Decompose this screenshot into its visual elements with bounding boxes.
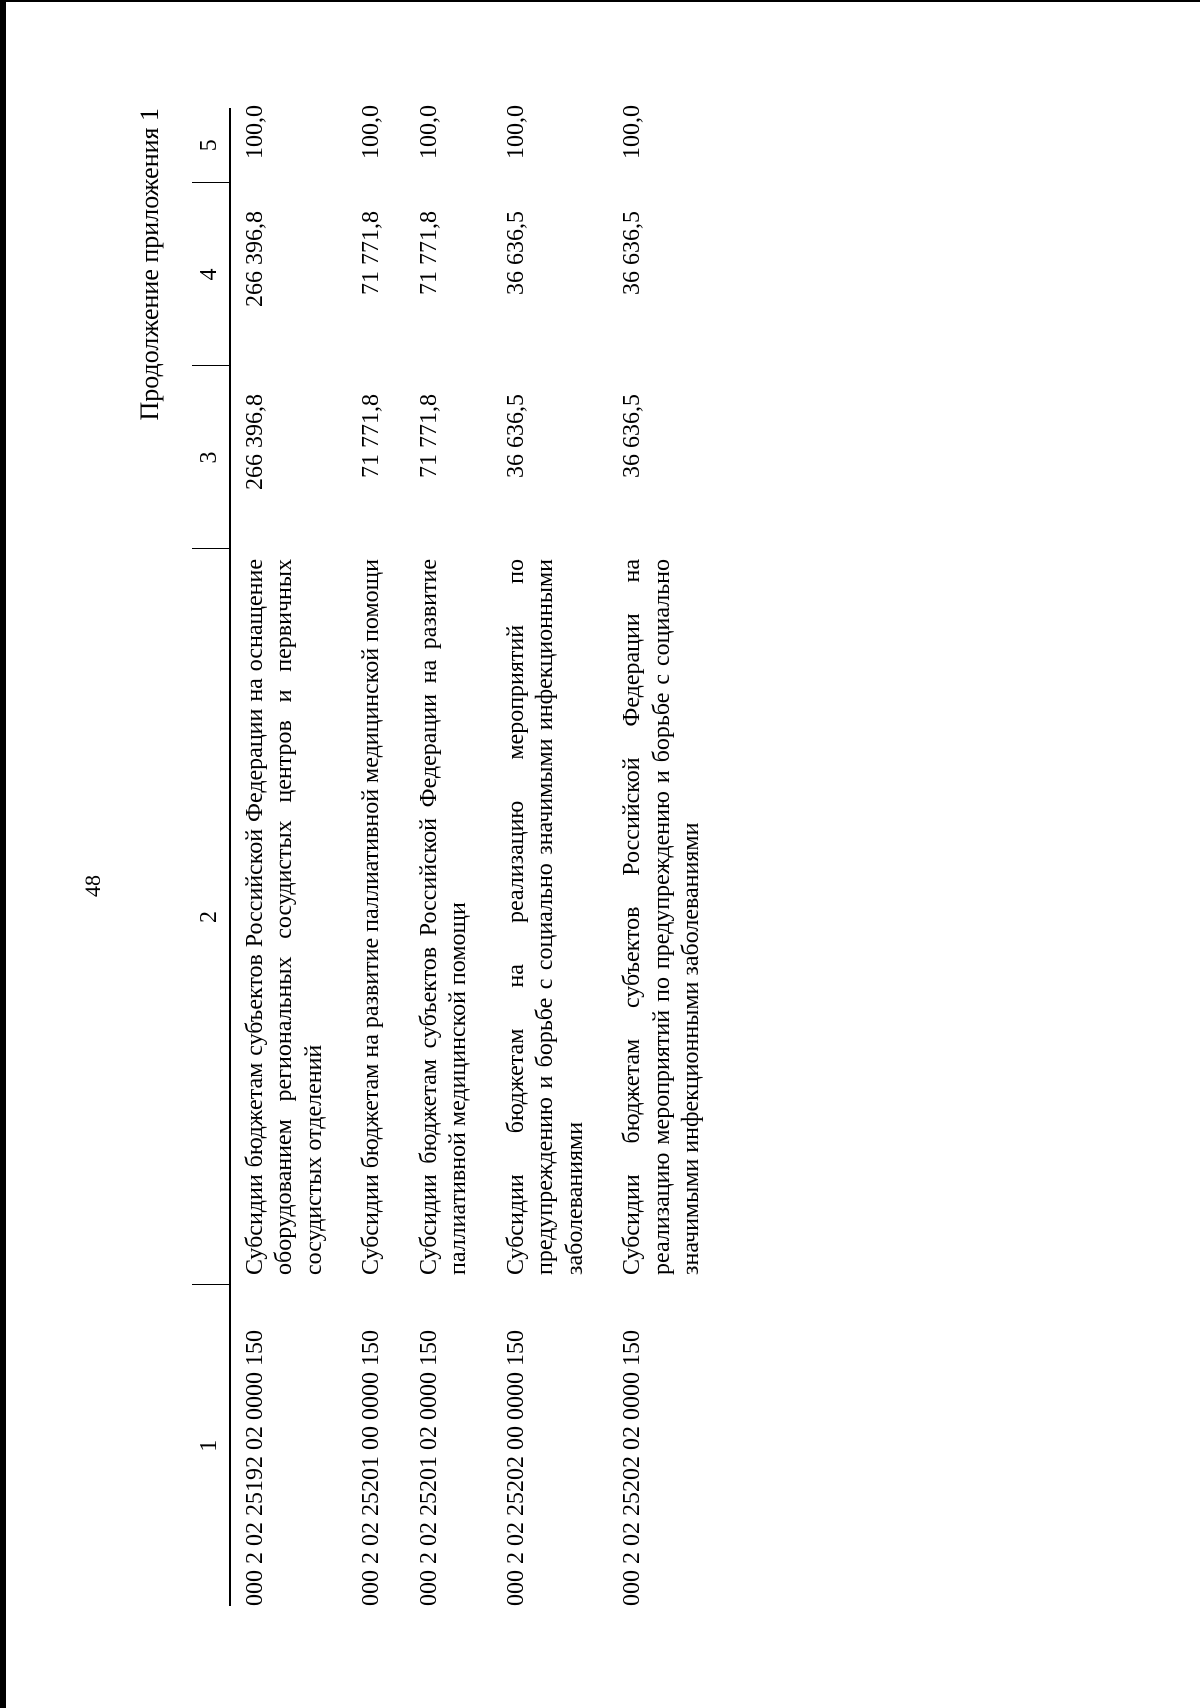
column-header: 2 bbox=[192, 549, 230, 1285]
budget-code-cell: 000 2 02 25202 02 0000 150 bbox=[619, 1330, 646, 1606]
column-header: 3 bbox=[192, 366, 230, 549]
column-header: 1 bbox=[192, 1285, 230, 1606]
appendix-continuation-note: Продолжение приложения 1 bbox=[135, 108, 164, 421]
amount-cell: 36 636,5 bbox=[502, 394, 529, 478]
description-cell: Субсидии бюджетам на развитие паллиативной медицинской помощи bbox=[358, 559, 385, 1275]
scan-edge-top bbox=[0, 0, 1200, 2]
percent-cell: 100,0 bbox=[241, 105, 268, 159]
scan-edge-left bbox=[0, 0, 6, 1708]
percent-cell: 100,0 bbox=[415, 105, 442, 159]
description-cell: Субсидии бюджетам субъектов Российской Федерации на реализацию мероприятий по предупреждению и борьбе с социально значимыми инфекционными заболеваниями bbox=[619, 559, 705, 1275]
document-page bbox=[10, 20, 1190, 1700]
budget-code-cell: 000 2 02 25201 00 0000 150 bbox=[358, 1330, 385, 1606]
amount-cell: 71 771,8 bbox=[358, 394, 385, 478]
amount-cell: 36 636,5 bbox=[502, 211, 529, 295]
percent-cell: 100,0 bbox=[502, 105, 529, 159]
table-row bbox=[347, 108, 405, 1606]
column-header: 5 bbox=[192, 108, 230, 183]
budget-code-cell: 000 2 02 25202 00 0000 150 bbox=[502, 1330, 529, 1606]
amount-cell: 266 396,8 bbox=[241, 211, 268, 307]
budget-code-cell: 000 2 02 25201 02 0000 150 bbox=[415, 1330, 442, 1606]
amount-cell: 266 396,8 bbox=[241, 394, 268, 490]
budget-code-cell: 000 2 02 25192 02 0000 150 bbox=[241, 1330, 268, 1606]
amount-cell: 36 636,5 bbox=[619, 394, 646, 478]
budget-table bbox=[192, 105, 725, 1606]
description-cell: Субсидии бюджетам субъектов Российской Федерации на развитие паллиативной медицинской помощи bbox=[415, 559, 472, 1275]
amount-cell: 71 771,8 bbox=[415, 211, 442, 295]
percent-cell: 100,0 bbox=[358, 105, 385, 159]
description-cell: Субсидии бюджетам на реализацию мероприятий по предупреждению и борьбе с социально значимыми инфекционными заболеваниями bbox=[502, 559, 588, 1275]
percent-cell: 100,0 bbox=[619, 105, 646, 159]
table-row bbox=[608, 108, 725, 1606]
amount-cell: 71 771,8 bbox=[415, 394, 442, 478]
table-row bbox=[405, 108, 492, 1606]
amount-cell: 36 636,5 bbox=[619, 211, 646, 295]
table-header-row bbox=[192, 108, 230, 1606]
table-row bbox=[230, 108, 348, 1606]
column-header: 4 bbox=[192, 183, 230, 366]
description-cell: Субсидии бюджетам субъектов Российской Федерации на оснащение оборудованием региональных сосудистых центров и первичных сосудистых отделений bbox=[241, 559, 327, 1275]
table-row bbox=[492, 108, 609, 1606]
amount-cell: 71 771,8 bbox=[358, 211, 385, 295]
page-number: 48 bbox=[80, 875, 105, 897]
